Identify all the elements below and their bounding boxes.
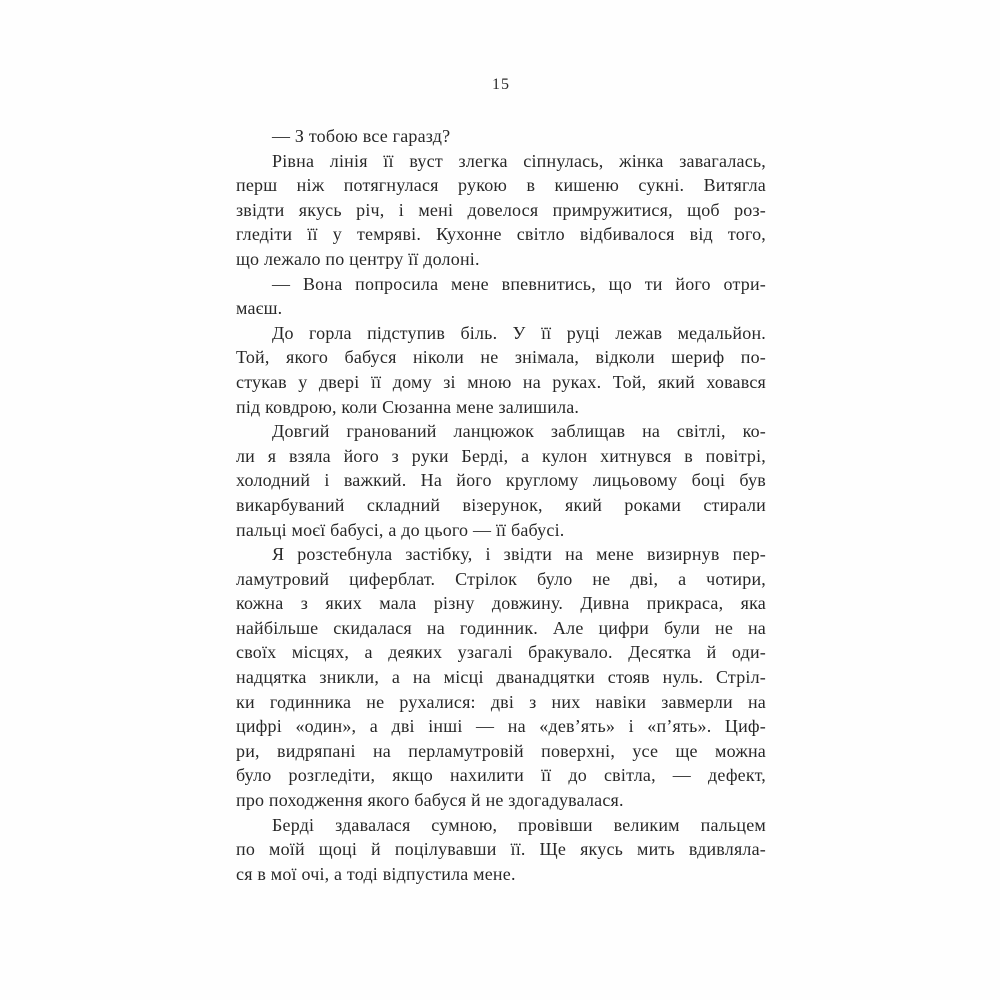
text-line: цифрі «один», а дві інші — на «дев’ять» і «п’ять». Циф- <box>236 716 766 737</box>
text-line: Берді здавалася сумною, провівши великим пальцем <box>272 814 766 835</box>
text-line: викарбуваний складний візерунок, який роками стирали <box>236 494 766 515</box>
text-line: що лежало по центру її долоні. <box>236 248 480 269</box>
text-line: ки годинника не рухалися: дві з них навіки завмерли на <box>236 691 766 712</box>
text-line: маєш. <box>236 298 283 319</box>
text-line: перш ніж потягнулася рукою в кишеню сукні. Витягла <box>236 175 766 196</box>
text-line: — Вона попросила мене впевнитись, що ти його отри- <box>272 273 766 294</box>
text-line: гледіти її у темряві. Кухонне світло відбивалося від того, <box>236 224 766 245</box>
text-line: ся в мої очі, а тоді відпустила мене. <box>236 863 516 884</box>
paragraph-dialogue-1 <box>236 124 766 149</box>
text-line: звідти якусь річ, і мені довелося примружитися, щоб роз- <box>236 199 766 220</box>
page-number: 15 <box>492 76 510 93</box>
paragraph-7 <box>236 813 766 887</box>
text-line: ли я взяла його з руки Берді, а кулон хитнувся в повітрі, <box>236 445 766 466</box>
text-line: — З тобою все гаразд? <box>272 126 451 146</box>
text-line: кожна з яких мала різну довжину. Дивна прикраса, яка <box>236 593 766 614</box>
text-line: пальці моєї бабусі, а до цього — її бабусі. <box>236 519 565 540</box>
text-line: Я розстебнула застібку, і звідти на мене визирнув пер- <box>272 544 766 565</box>
paragraph-4 <box>236 321 766 419</box>
text-line: ламутровий циферблат. Стрілок було не дві, а чотири, <box>236 568 766 589</box>
text-line: Довгий гранований ланцюжок заблищав на світлі, ко- <box>272 421 766 442</box>
text-line: було розгледіти, якщо нахилити її до світла, — дефект, <box>236 765 766 786</box>
text-line: про походження якого бабуся й не здогадувалася. <box>236 790 624 811</box>
text-line: своїх місцях, а деяких узагалі бракувало. Десятка й оди- <box>236 642 766 663</box>
text-line: Рівна лінія її вуст злегка сіпнулась, жінка завагалась, <box>272 150 766 171</box>
paragraph-dialogue-3 <box>236 272 766 321</box>
text-line: стукав у двері її дому зі мною на руках. Той, який ховався <box>236 371 766 392</box>
paragraph-6 <box>236 542 766 813</box>
text-block <box>236 124 766 886</box>
text-line: Той, якого бабуся ніколи не знімала, відколи шериф по- <box>236 347 766 368</box>
paragraph-2 <box>236 149 766 272</box>
paragraph-5 <box>236 419 766 542</box>
text-line: під ковдрою, коли Сюзанна мене залишила. <box>236 396 580 417</box>
text-line: До горла підступив біль. У її руці лежав медальйон. <box>272 322 766 343</box>
text-line: надцятка зникли, а на місці дванадцятки стояв нуль. Стріл- <box>236 667 766 688</box>
text-line: холодний і важкий. На його круглому лицьовому боці був <box>236 470 766 491</box>
text-line: ри, видряпані на перламутровій поверхні, усе ще можна <box>236 740 766 761</box>
text-line: по моїй щоці й поцілувавши її. Ще якусь мить вдивляла- <box>236 839 766 860</box>
text-line: найбільше скидалася на годинник. Але цифри були не на <box>236 617 766 638</box>
